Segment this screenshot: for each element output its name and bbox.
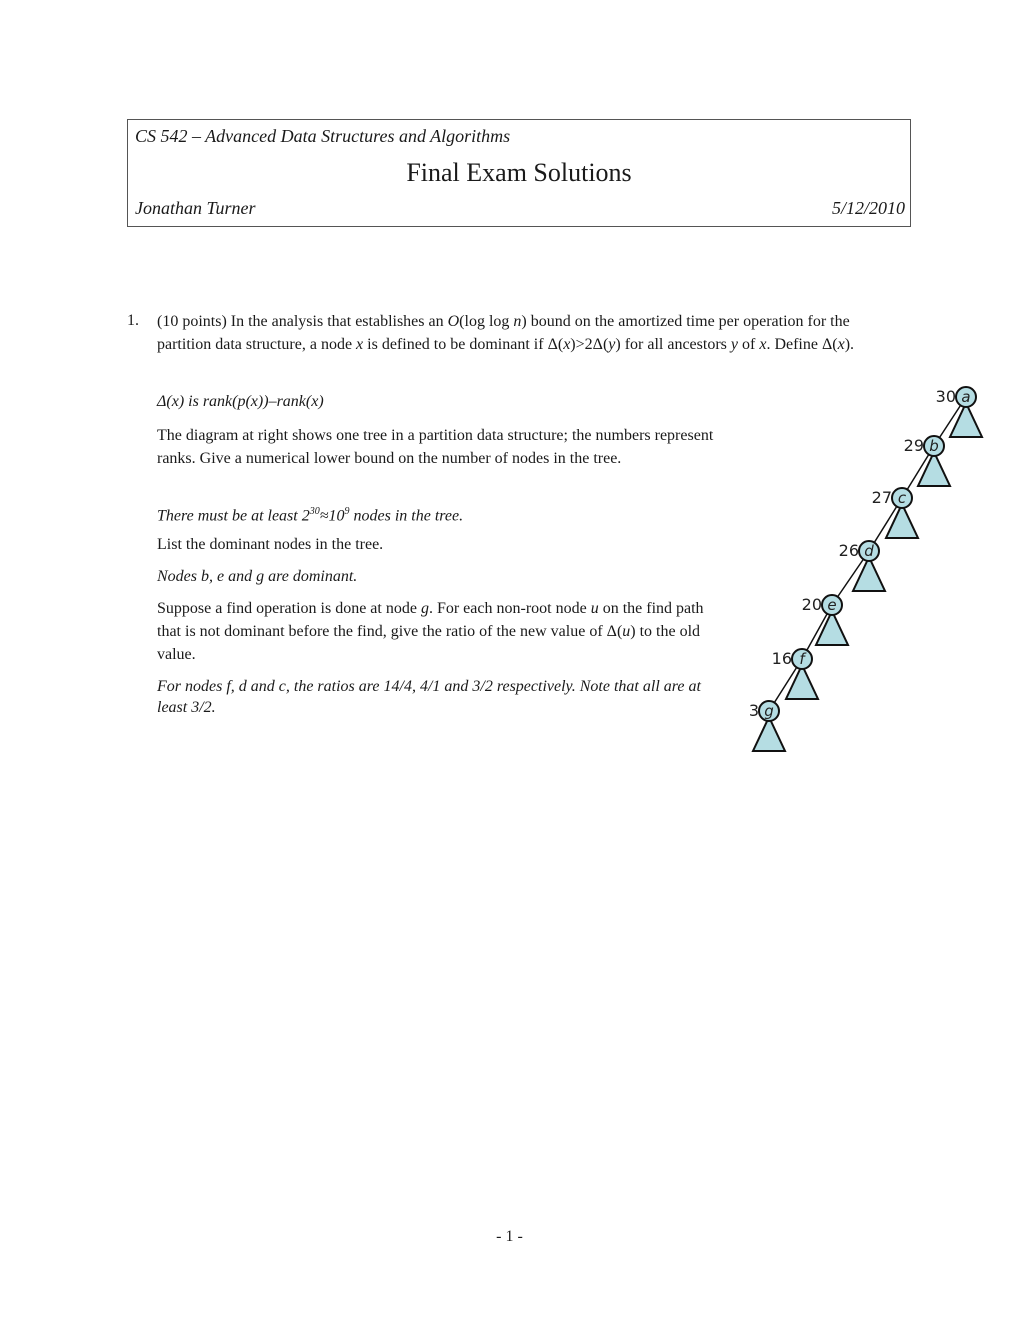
question-part-3: List the dominant nodes in the tree. [157, 536, 384, 553]
answer-3: Nodes b, e and g are dominant. [157, 568, 358, 585]
node-label: b [929, 437, 939, 455]
node-label: g [764, 702, 774, 720]
subtree-triangle [786, 665, 818, 699]
question-part-4: Suppose a find operation is done at node g. For each non-root node u on the find path that is not dominant before the find, give the ratio of the new value of Δ(u) to the old value. [157, 600, 704, 663]
subtree-triangle [886, 504, 918, 538]
subtree-triangle [950, 403, 982, 437]
answer-1: Δ(x) is rank(p(x))–rank(x) [157, 393, 324, 410]
question-part-2: The diagram at right shows one tree in a partition data structure; the numbers represent ranks. Give a numerical lower bound on the number of nodes in the tree. [157, 427, 714, 467]
node-rank: 29 [903, 436, 924, 455]
node-rank: 20 [801, 595, 822, 614]
node-rank: 3 [748, 701, 759, 720]
question-intro: (10 points) In the analysis that establishes an O(log log n) bound on the amortized time per operation for the partition data structure, a node x is defined to be dominant if Δ(x)>2Δ(y) for all ancestors y of x. Define Δ(x). [157, 313, 855, 353]
node-label: a [961, 388, 971, 406]
subtree-triangle [853, 557, 885, 591]
node-rank: 16 [771, 649, 792, 668]
node-label: d [864, 542, 874, 560]
answer-4: For nodes f, d and c, the ratios are 14/4, 4/1 and 3/2 respectively. Note that all are at least 3/2. [157, 678, 701, 716]
subtree-triangle [753, 717, 785, 751]
exam-date: 5/12/2010 [831, 198, 905, 218]
node-rank: 27 [871, 488, 892, 507]
page-number: - 1 - [496, 1228, 523, 1245]
course-name: CS 542 – Advanced Data Structures and Algorithms [135, 126, 511, 146]
author-name: Jonathan Turner [135, 198, 256, 218]
node-rank: 30 [935, 387, 956, 406]
node-label: e [827, 596, 837, 614]
question-number: 1. [127, 312, 139, 329]
node-rank: 26 [838, 541, 859, 560]
page-title: Final Exam Solutions [406, 158, 632, 187]
node-label: f [799, 650, 805, 668]
answer-2: There must be at least $2^{30}\approx 10^9$ nodes in the tree. [157, 506, 464, 525]
subtree-triangle [816, 611, 848, 645]
subtree-triangle [918, 452, 950, 486]
node-label: c [897, 489, 907, 507]
